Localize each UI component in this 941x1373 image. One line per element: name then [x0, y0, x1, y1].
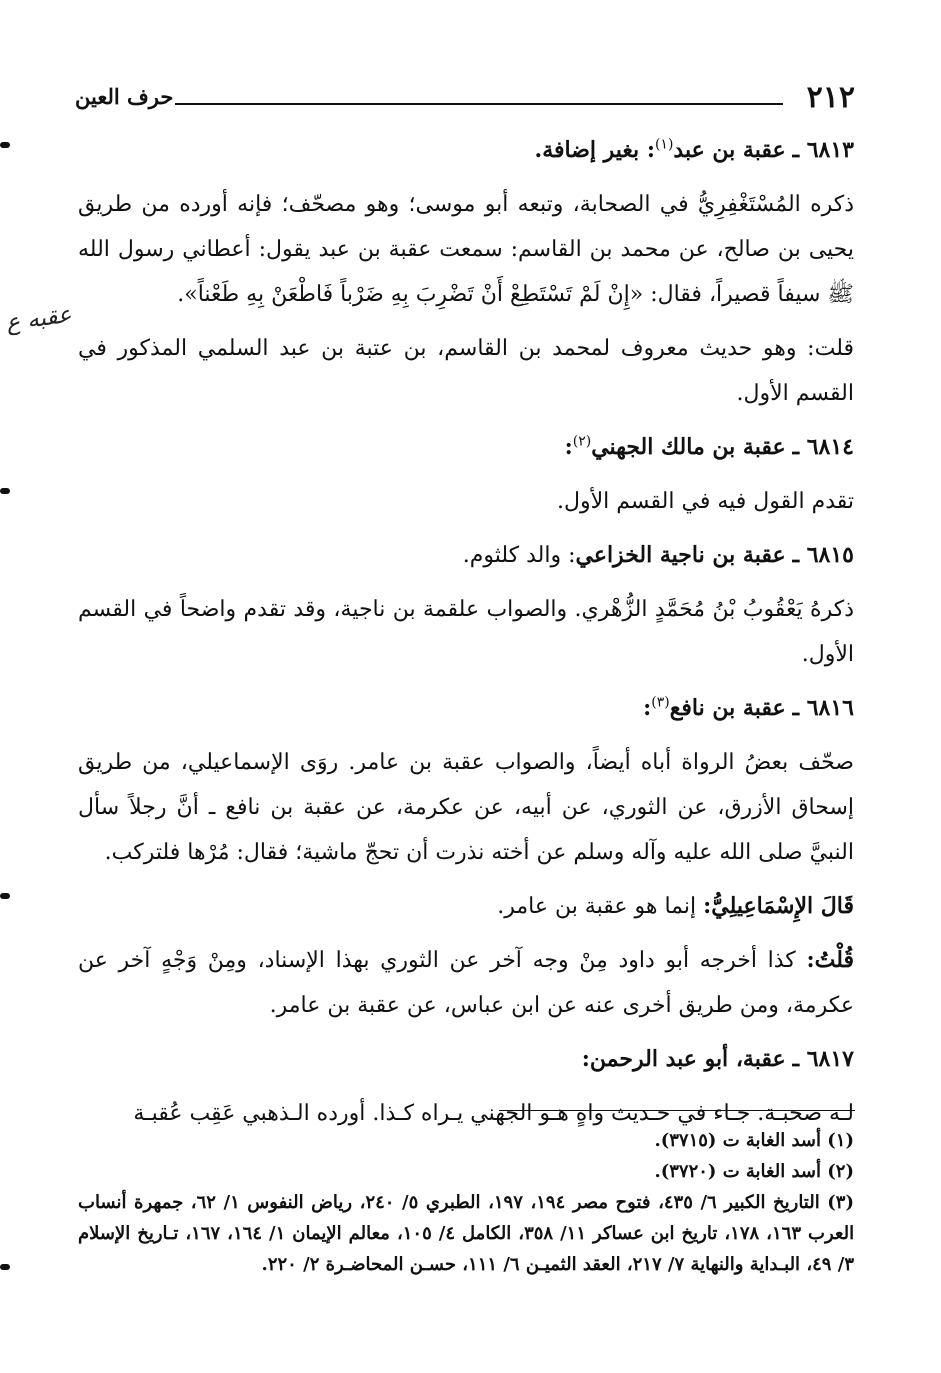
entry-tail: :	[581, 1046, 590, 1072]
entry-heading-6817	[78, 1037, 854, 1082]
entry-tail: :	[564, 434, 573, 460]
entry-number: ٦٨١٦ ـ	[792, 695, 854, 721]
entry-name: عقبة بن عبد	[673, 137, 786, 163]
entry-name: عقبة بن مالك الجهني	[591, 434, 786, 460]
entry-number: ٦٨١٥ ـ	[792, 542, 854, 568]
paragraph-text: كذا أخرجه أبو داود مِنْ وجه آخر عن الثوري بهذا الإسناد، ومِنْ وَجْهٍ آخر عن عكرمة، ومن طريق أخرى عنه عن ابن عباس، عن عقبة بن عامر.	[78, 948, 854, 1018]
paragraph: ذكره المُسْتَغْفِرِيُّ في الصحابة، وتبعه أبو موسى؛ وهو مصحّف؛ فإنه أورده من طريق يحيى بن صالح، عن محمد بن القاسم: سمعت عقبة بن عبد يقول: أعطاني رسول الله ﷺ سيفاً قصيراً، فقال: «إِنْ لَمْ تَسْتَطِعْ أَنْ تَضْرِبَ بِهِ ضَرْباً فَاطْعَنْ بِهِ طَعْناً».	[78, 192, 854, 307]
paragraph: صحّف بعضُ الرواة أباه أيضاً، والصواب عقبة بن عامر. روَى الإسماعيلي، من طريق إسحاق الأزرق، عن الثوري، عن أبيه، عن عكرمة، عن عقبة بن نافع ـ أنَّ رجلاً سأل النبيَّ صلى الله عليه وآله وسلم عن أخته نذرت أن تحجّ ماشية؛ فقال: مُرْها فلتركب.	[78, 750, 854, 865]
entry-number: ٦٨١٧ ـ	[792, 1046, 854, 1072]
entry-heading-6814	[78, 425, 854, 470]
entry-tail: :	[643, 695, 652, 721]
footnote: (٣) التاريخ الكبير ٦/ ٤٣٥، فتوح مصر ١٩٤، ١٩٧، الطبري ٥/ ٢٤٠، رياض النفوس ١/ ٦٢، جمهرة أنساب العرب ١٦٣، ١٧٨، تاريخ ابن عساكر ١١/ ٣٥٨، الكامل ٤/ ١٠٥، معالم الإيمان ١/ ١٦٤، ١٦٧، تـاريخ الإسلام ٣/ ٤٩، البـداية والنهاية ٧/ ٢١٧، العقد الثميـن ٦/ ١١١، حسـن المحاضـرة ٢/ ٢٢٠.	[78, 1192, 855, 1275]
binding-mark	[0, 1264, 10, 1270]
entry-tail: : والد كلثوم.	[462, 543, 576, 568]
entry-heading-6816	[78, 686, 854, 731]
footnote-rule	[499, 1110, 855, 1111]
page-header	[75, 80, 855, 120]
footnote: (٢) أسد الغابة ت (٣٧٢٠).	[654, 1161, 854, 1182]
main-text	[78, 128, 854, 1145]
paragraph: ذكرهُ يَعْقُوبُ بْنُ مُحَمَّدٍ الزُّهْري. والصواب علقمة بن ناجية، وقد تقدم واضحاً في القسم الأول.	[78, 597, 854, 667]
footnote-ref: (٢)	[572, 433, 592, 450]
footnote-ref: (٣)	[651, 694, 670, 711]
entry-name: عقبة بن ناجية الخزاعي	[575, 542, 786, 568]
paragraph: قلت: وهو حديث معروف لمحمد بن القاسم، بن عتبة بن عبد السلمي المذكور في القسم الأول.	[78, 336, 854, 406]
page-number: ٢١٢	[806, 80, 855, 115]
binding-mark	[0, 893, 10, 899]
entry-number: ٦٨١٣ ـ	[792, 137, 854, 163]
paragraph-lead: قُلْتُ:	[806, 947, 854, 973]
footnotes	[78, 1125, 854, 1280]
paragraph	[78, 938, 854, 1028]
handwritten-margin-note: عقبه ع	[4, 301, 74, 337]
paragraph	[78, 884, 854, 929]
header-rule	[175, 103, 783, 105]
binding-mark	[0, 488, 10, 494]
footnote-ref: (١)	[654, 136, 674, 153]
paragraph: تقدم القول فيه في القسم الأول.	[557, 489, 854, 514]
binding-mark	[0, 142, 10, 148]
paragraph: لـه صحبـة. جـاء في حـديث واهٍ هـو الجهني يـراه كـذا. أورده الـذهبي عَقِب عُقبـة	[133, 1101, 854, 1126]
footnote: (١) أسد الغابة ت (٣٧١٥).	[654, 1130, 854, 1151]
paragraph-lead: قَالَ الإِسْمَاعِيلِيُّ:	[703, 893, 854, 919]
entry-name: عقبة، أبو عبد الرحمن	[589, 1046, 786, 1072]
paragraph-text: إنما هو عقبة بن عامر.	[497, 894, 697, 919]
entry-name: عقبة بن نافع	[669, 695, 786, 721]
entry-heading-6815	[78, 533, 854, 578]
entry-number: ٦٨١٤ ـ	[792, 434, 854, 460]
entry-heading-6813	[78, 128, 854, 173]
entry-tail: : بغير إضافة.	[534, 137, 655, 163]
running-title: حرف العين	[75, 84, 174, 109]
